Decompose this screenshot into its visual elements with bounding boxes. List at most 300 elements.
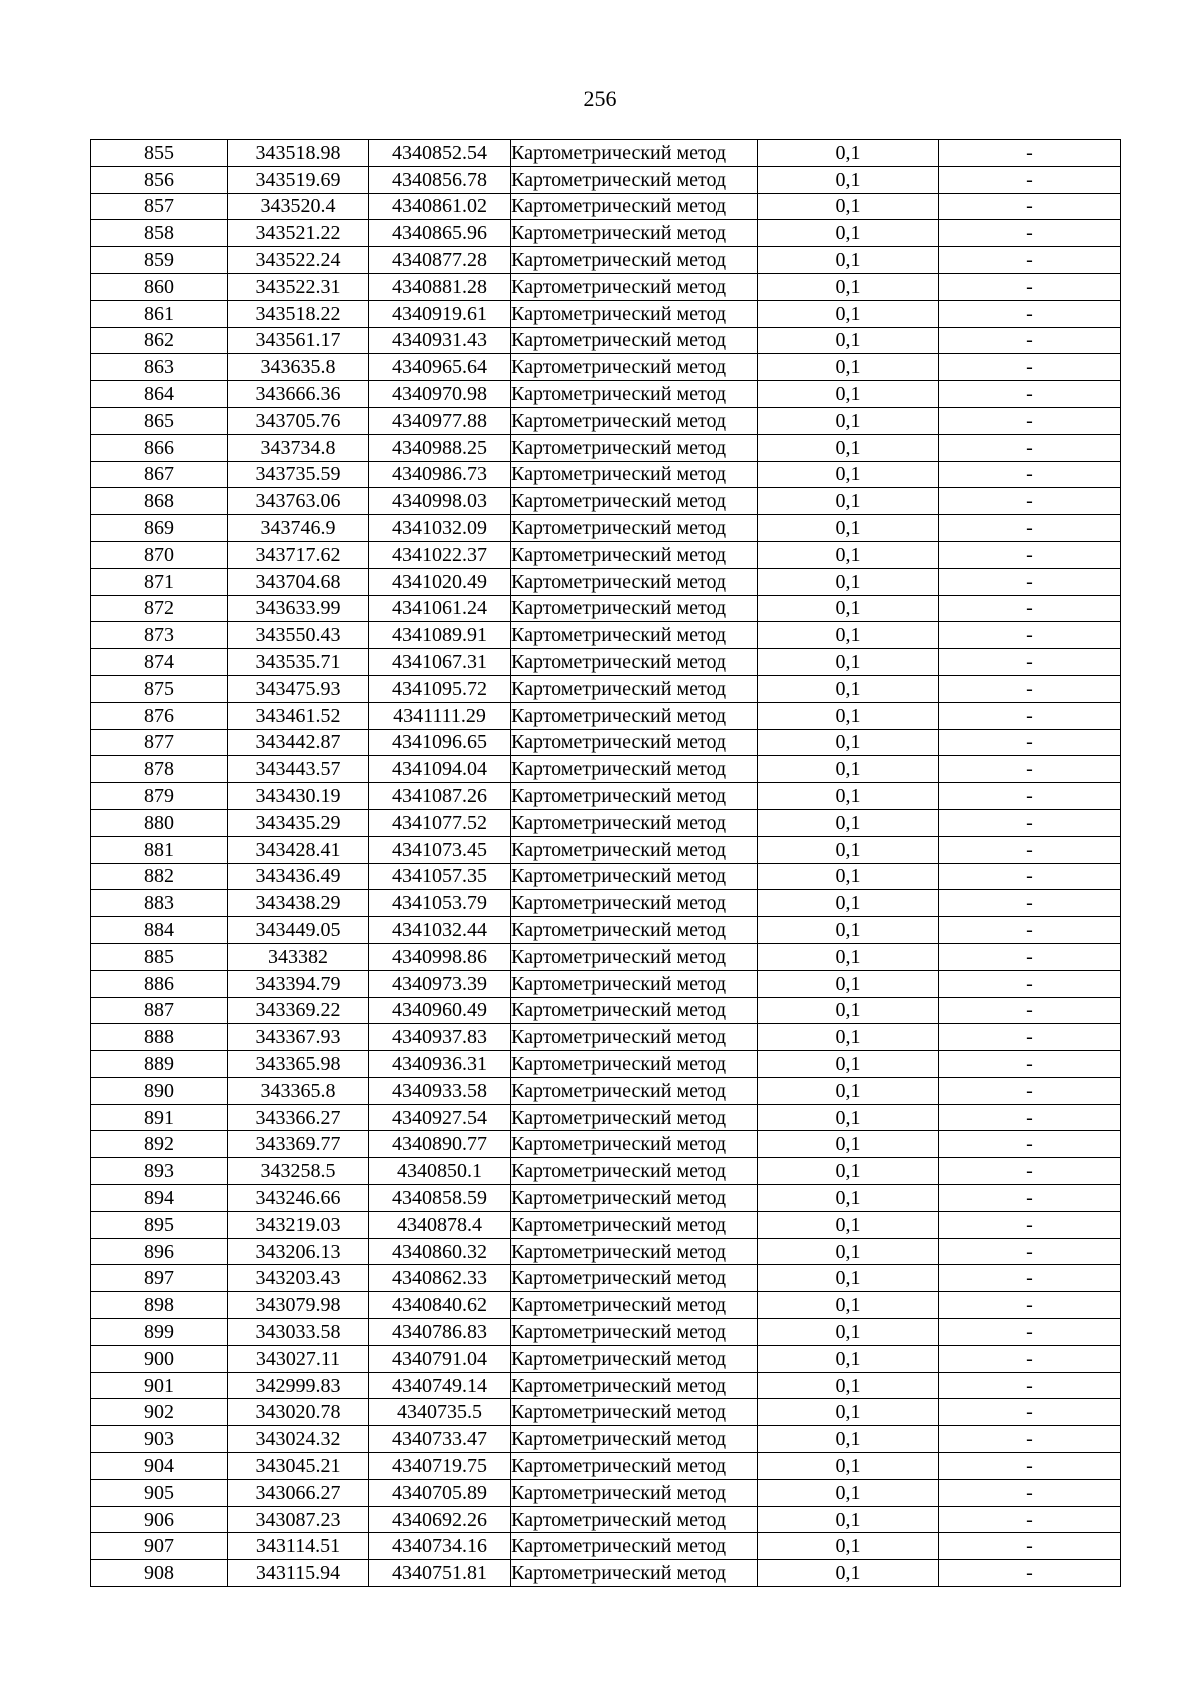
table-row bbox=[91, 595, 1121, 622]
x-coordinate-cell: 343522.24 bbox=[228, 247, 369, 274]
method-cell: Картометрический метод bbox=[511, 675, 758, 702]
accuracy-cell: 0,1 bbox=[758, 595, 939, 622]
point-number-cell: 897 bbox=[91, 1265, 228, 1292]
x-coordinate-cell: 343369.77 bbox=[228, 1131, 369, 1158]
x-coordinate-cell: 343033.58 bbox=[228, 1319, 369, 1346]
note-cell: - bbox=[939, 970, 1121, 997]
table-row bbox=[91, 1345, 1121, 1372]
note-cell: - bbox=[939, 1426, 1121, 1453]
point-number-cell: 861 bbox=[91, 300, 228, 327]
point-number-cell: 866 bbox=[91, 434, 228, 461]
accuracy-cell: 0,1 bbox=[758, 220, 939, 247]
note-cell: - bbox=[939, 1265, 1121, 1292]
accuracy-cell: 0,1 bbox=[758, 1426, 939, 1453]
table-row bbox=[91, 1077, 1121, 1104]
x-coordinate-cell: 343206.13 bbox=[228, 1238, 369, 1265]
x-coordinate-cell: 343219.03 bbox=[228, 1211, 369, 1238]
y-coordinate-cell: 4340973.39 bbox=[369, 970, 511, 997]
note-cell: - bbox=[939, 166, 1121, 193]
note-cell: - bbox=[939, 890, 1121, 917]
note-cell: - bbox=[939, 702, 1121, 729]
point-number-cell: 864 bbox=[91, 381, 228, 408]
table-row bbox=[91, 140, 1121, 167]
note-cell: - bbox=[939, 1292, 1121, 1319]
y-coordinate-cell: 4340858.59 bbox=[369, 1185, 511, 1212]
method-cell: Картометрический метод bbox=[511, 649, 758, 676]
accuracy-cell: 0,1 bbox=[758, 354, 939, 381]
method-cell: Картометрический метод bbox=[511, 193, 758, 220]
accuracy-cell: 0,1 bbox=[758, 273, 939, 300]
y-coordinate-cell: 4341032.44 bbox=[369, 917, 511, 944]
table-row bbox=[91, 515, 1121, 542]
accuracy-cell: 0,1 bbox=[758, 1104, 939, 1131]
note-cell: - bbox=[939, 1453, 1121, 1480]
note-cell: - bbox=[939, 729, 1121, 756]
method-cell: Картометрический метод bbox=[511, 809, 758, 836]
coordinates-table-body bbox=[91, 140, 1121, 1587]
y-coordinate-cell: 4340791.04 bbox=[369, 1345, 511, 1372]
point-number-cell: 891 bbox=[91, 1104, 228, 1131]
accuracy-cell: 0,1 bbox=[758, 140, 939, 167]
method-cell: Картометрический метод bbox=[511, 1158, 758, 1185]
x-coordinate-cell: 343735.59 bbox=[228, 461, 369, 488]
y-coordinate-cell: 4340933.58 bbox=[369, 1077, 511, 1104]
table-row bbox=[91, 381, 1121, 408]
method-cell: Картометрический метод bbox=[511, 1399, 758, 1426]
y-coordinate-cell: 4341022.37 bbox=[369, 541, 511, 568]
method-cell: Картометрический метод bbox=[511, 1506, 758, 1533]
table-row bbox=[91, 649, 1121, 676]
table-row bbox=[91, 943, 1121, 970]
point-number-cell: 859 bbox=[91, 247, 228, 274]
note-cell: - bbox=[939, 783, 1121, 810]
accuracy-cell: 0,1 bbox=[758, 1319, 939, 1346]
point-number-cell: 898 bbox=[91, 1292, 228, 1319]
point-number-cell: 872 bbox=[91, 595, 228, 622]
point-number-cell: 876 bbox=[91, 702, 228, 729]
x-coordinate-cell: 343428.41 bbox=[228, 836, 369, 863]
x-coordinate-cell: 343666.36 bbox=[228, 381, 369, 408]
y-coordinate-cell: 4340735.5 bbox=[369, 1399, 511, 1426]
table-row bbox=[91, 1238, 1121, 1265]
table-row bbox=[91, 327, 1121, 354]
x-coordinate-cell: 343520.4 bbox=[228, 193, 369, 220]
y-coordinate-cell: 4340998.86 bbox=[369, 943, 511, 970]
accuracy-cell: 0,1 bbox=[758, 1453, 939, 1480]
x-coordinate-cell: 343633.99 bbox=[228, 595, 369, 622]
note-cell: - bbox=[939, 809, 1121, 836]
method-cell: Картометрический метод bbox=[511, 327, 758, 354]
point-number-cell: 889 bbox=[91, 1051, 228, 1078]
table-row bbox=[91, 247, 1121, 274]
method-cell: Картометрический метод bbox=[511, 300, 758, 327]
x-coordinate-cell: 343430.19 bbox=[228, 783, 369, 810]
point-number-cell: 899 bbox=[91, 1319, 228, 1346]
note-cell: - bbox=[939, 997, 1121, 1024]
x-coordinate-cell: 343079.98 bbox=[228, 1292, 369, 1319]
point-number-cell: 862 bbox=[91, 327, 228, 354]
note-cell: - bbox=[939, 300, 1121, 327]
table-row bbox=[91, 461, 1121, 488]
method-cell: Картометрический метод bbox=[511, 434, 758, 461]
note-cell: - bbox=[939, 220, 1121, 247]
accuracy-cell: 0,1 bbox=[758, 809, 939, 836]
note-cell: - bbox=[939, 247, 1121, 274]
method-cell: Картометрический метод bbox=[511, 836, 758, 863]
accuracy-cell: 0,1 bbox=[758, 1345, 939, 1372]
point-number-cell: 902 bbox=[91, 1399, 228, 1426]
accuracy-cell: 0,1 bbox=[758, 1506, 939, 1533]
table-row bbox=[91, 1024, 1121, 1051]
note-cell: - bbox=[939, 1024, 1121, 1051]
x-coordinate-cell: 343518.98 bbox=[228, 140, 369, 167]
y-coordinate-cell: 4341067.31 bbox=[369, 649, 511, 676]
accuracy-cell: 0,1 bbox=[758, 1479, 939, 1506]
note-cell: - bbox=[939, 756, 1121, 783]
table-row bbox=[91, 809, 1121, 836]
method-cell: Картометрический метод bbox=[511, 1479, 758, 1506]
y-coordinate-cell: 4340919.61 bbox=[369, 300, 511, 327]
note-cell: - bbox=[939, 140, 1121, 167]
note-cell: - bbox=[939, 863, 1121, 890]
point-number-cell: 883 bbox=[91, 890, 228, 917]
method-cell: Картометрический метод bbox=[511, 1024, 758, 1051]
method-cell: Картометрический метод bbox=[511, 729, 758, 756]
method-cell: Картометрический метод bbox=[511, 1319, 758, 1346]
point-number-cell: 856 bbox=[91, 166, 228, 193]
y-coordinate-cell: 4340988.25 bbox=[369, 434, 511, 461]
y-coordinate-cell: 4341020.49 bbox=[369, 568, 511, 595]
accuracy-cell: 0,1 bbox=[758, 943, 939, 970]
x-coordinate-cell: 343763.06 bbox=[228, 488, 369, 515]
method-cell: Картометрический метод bbox=[511, 783, 758, 810]
table-row bbox=[91, 1506, 1121, 1533]
x-coordinate-cell: 343436.49 bbox=[228, 863, 369, 890]
x-coordinate-cell: 343382 bbox=[228, 943, 369, 970]
table-row bbox=[91, 1158, 1121, 1185]
method-cell: Картометрический метод bbox=[511, 997, 758, 1024]
point-number-cell: 868 bbox=[91, 488, 228, 515]
table-row bbox=[91, 1211, 1121, 1238]
x-coordinate-cell: 343717.62 bbox=[228, 541, 369, 568]
point-number-cell: 878 bbox=[91, 756, 228, 783]
method-cell: Картометрический метод bbox=[511, 1560, 758, 1587]
table-row bbox=[91, 890, 1121, 917]
note-cell: - bbox=[939, 354, 1121, 381]
point-number-cell: 894 bbox=[91, 1185, 228, 1212]
accuracy-cell: 0,1 bbox=[758, 675, 939, 702]
table-row bbox=[91, 1399, 1121, 1426]
y-coordinate-cell: 4341095.72 bbox=[369, 675, 511, 702]
note-cell: - bbox=[939, 1131, 1121, 1158]
accuracy-cell: 0,1 bbox=[758, 1211, 939, 1238]
point-number-cell: 870 bbox=[91, 541, 228, 568]
note-cell: - bbox=[939, 1185, 1121, 1212]
y-coordinate-cell: 4340856.78 bbox=[369, 166, 511, 193]
x-coordinate-cell: 343246.66 bbox=[228, 1185, 369, 1212]
x-coordinate-cell: 343020.78 bbox=[228, 1399, 369, 1426]
method-cell: Картометрический метод bbox=[511, 1051, 758, 1078]
note-cell: - bbox=[939, 1051, 1121, 1078]
table-row bbox=[91, 568, 1121, 595]
method-cell: Картометрический метод bbox=[511, 488, 758, 515]
y-coordinate-cell: 4340751.81 bbox=[369, 1560, 511, 1587]
table-row bbox=[91, 1104, 1121, 1131]
table-row bbox=[91, 622, 1121, 649]
y-coordinate-cell: 4340936.31 bbox=[369, 1051, 511, 1078]
table-row bbox=[91, 756, 1121, 783]
method-cell: Картометрический метод bbox=[511, 461, 758, 488]
point-number-cell: 877 bbox=[91, 729, 228, 756]
method-cell: Картометрический метод bbox=[511, 970, 758, 997]
y-coordinate-cell: 4340861.02 bbox=[369, 193, 511, 220]
accuracy-cell: 0,1 bbox=[758, 434, 939, 461]
y-coordinate-cell: 4340890.77 bbox=[369, 1131, 511, 1158]
method-cell: Картометрический метод bbox=[511, 1426, 758, 1453]
note-cell: - bbox=[939, 1158, 1121, 1185]
method-cell: Картометрический метод bbox=[511, 1211, 758, 1238]
table-row bbox=[91, 675, 1121, 702]
x-coordinate-cell: 343114.51 bbox=[228, 1533, 369, 1560]
x-coordinate-cell: 343449.05 bbox=[228, 917, 369, 944]
x-coordinate-cell: 343027.11 bbox=[228, 1345, 369, 1372]
method-cell: Картометрический метод bbox=[511, 1345, 758, 1372]
point-number-cell: 857 bbox=[91, 193, 228, 220]
table-row bbox=[91, 1051, 1121, 1078]
accuracy-cell: 0,1 bbox=[758, 381, 939, 408]
note-cell: - bbox=[939, 1533, 1121, 1560]
method-cell: Картометрический метод bbox=[511, 407, 758, 434]
table-row bbox=[91, 729, 1121, 756]
table-row bbox=[91, 354, 1121, 381]
y-coordinate-cell: 4341061.24 bbox=[369, 595, 511, 622]
method-cell: Картометрический метод bbox=[511, 943, 758, 970]
note-cell: - bbox=[939, 917, 1121, 944]
y-coordinate-cell: 4340965.64 bbox=[369, 354, 511, 381]
table-row bbox=[91, 193, 1121, 220]
point-number-cell: 905 bbox=[91, 1479, 228, 1506]
x-coordinate-cell: 343258.5 bbox=[228, 1158, 369, 1185]
accuracy-cell: 0,1 bbox=[758, 1533, 939, 1560]
accuracy-cell: 0,1 bbox=[758, 997, 939, 1024]
method-cell: Картометрический метод bbox=[511, 756, 758, 783]
note-cell: - bbox=[939, 1319, 1121, 1346]
x-coordinate-cell: 343635.8 bbox=[228, 354, 369, 381]
y-coordinate-cell: 4340734.16 bbox=[369, 1533, 511, 1560]
accuracy-cell: 0,1 bbox=[758, 729, 939, 756]
note-cell: - bbox=[939, 568, 1121, 595]
y-coordinate-cell: 4341094.04 bbox=[369, 756, 511, 783]
note-cell: - bbox=[939, 1345, 1121, 1372]
point-number-cell: 879 bbox=[91, 783, 228, 810]
y-coordinate-cell: 4340840.62 bbox=[369, 1292, 511, 1319]
point-number-cell: 885 bbox=[91, 943, 228, 970]
method-cell: Картометрический метод bbox=[511, 702, 758, 729]
point-number-cell: 901 bbox=[91, 1372, 228, 1399]
accuracy-cell: 0,1 bbox=[758, 1158, 939, 1185]
table-row bbox=[91, 1453, 1121, 1480]
y-coordinate-cell: 4341073.45 bbox=[369, 836, 511, 863]
accuracy-cell: 0,1 bbox=[758, 515, 939, 542]
table-row bbox=[91, 1185, 1121, 1212]
method-cell: Картометрический метод bbox=[511, 354, 758, 381]
x-coordinate-cell: 343704.68 bbox=[228, 568, 369, 595]
method-cell: Картометрический метод bbox=[511, 247, 758, 274]
point-number-cell: 867 bbox=[91, 461, 228, 488]
note-cell: - bbox=[939, 407, 1121, 434]
accuracy-cell: 0,1 bbox=[758, 166, 939, 193]
method-cell: Картометрический метод bbox=[511, 166, 758, 193]
method-cell: Картометрический метод bbox=[511, 1131, 758, 1158]
point-number-cell: 884 bbox=[91, 917, 228, 944]
x-coordinate-cell: 342999.83 bbox=[228, 1372, 369, 1399]
table-row bbox=[91, 1292, 1121, 1319]
x-coordinate-cell: 343115.94 bbox=[228, 1560, 369, 1587]
point-number-cell: 873 bbox=[91, 622, 228, 649]
x-coordinate-cell: 343066.27 bbox=[228, 1479, 369, 1506]
accuracy-cell: 0,1 bbox=[758, 541, 939, 568]
x-coordinate-cell: 343522.31 bbox=[228, 273, 369, 300]
table-row bbox=[91, 997, 1121, 1024]
x-coordinate-cell: 343438.29 bbox=[228, 890, 369, 917]
point-number-cell: 896 bbox=[91, 1238, 228, 1265]
point-number-cell: 880 bbox=[91, 809, 228, 836]
point-number-cell: 907 bbox=[91, 1533, 228, 1560]
x-coordinate-cell: 343521.22 bbox=[228, 220, 369, 247]
point-number-cell: 904 bbox=[91, 1453, 228, 1480]
table-row bbox=[91, 1560, 1121, 1587]
accuracy-cell: 0,1 bbox=[758, 407, 939, 434]
y-coordinate-cell: 4341096.65 bbox=[369, 729, 511, 756]
table-row bbox=[91, 1533, 1121, 1560]
table-row bbox=[91, 1426, 1121, 1453]
accuracy-cell: 0,1 bbox=[758, 836, 939, 863]
x-coordinate-cell: 343394.79 bbox=[228, 970, 369, 997]
note-cell: - bbox=[939, 327, 1121, 354]
x-coordinate-cell: 343203.43 bbox=[228, 1265, 369, 1292]
x-coordinate-cell: 343734.8 bbox=[228, 434, 369, 461]
note-cell: - bbox=[939, 1506, 1121, 1533]
note-cell: - bbox=[939, 1399, 1121, 1426]
accuracy-cell: 0,1 bbox=[758, 300, 939, 327]
method-cell: Картометрический метод bbox=[511, 1533, 758, 1560]
point-number-cell: 895 bbox=[91, 1211, 228, 1238]
x-coordinate-cell: 343087.23 bbox=[228, 1506, 369, 1533]
accuracy-cell: 0,1 bbox=[758, 649, 939, 676]
accuracy-cell: 0,1 bbox=[758, 756, 939, 783]
method-cell: Картометрический метод bbox=[511, 273, 758, 300]
method-cell: Картометрический метод bbox=[511, 622, 758, 649]
accuracy-cell: 0,1 bbox=[758, 970, 939, 997]
accuracy-cell: 0,1 bbox=[758, 890, 939, 917]
table-row bbox=[91, 1131, 1121, 1158]
y-coordinate-cell: 4340970.98 bbox=[369, 381, 511, 408]
accuracy-cell: 0,1 bbox=[758, 1077, 939, 1104]
note-cell: - bbox=[939, 1211, 1121, 1238]
accuracy-cell: 0,1 bbox=[758, 1292, 939, 1319]
y-coordinate-cell: 4340719.75 bbox=[369, 1453, 511, 1480]
table-row bbox=[91, 434, 1121, 461]
point-number-cell: 875 bbox=[91, 675, 228, 702]
y-coordinate-cell: 4341032.09 bbox=[369, 515, 511, 542]
table-row bbox=[91, 970, 1121, 997]
note-cell: - bbox=[939, 488, 1121, 515]
accuracy-cell: 0,1 bbox=[758, 917, 939, 944]
method-cell: Картометрический метод bbox=[511, 381, 758, 408]
note-cell: - bbox=[939, 943, 1121, 970]
note-cell: - bbox=[939, 193, 1121, 220]
table-row bbox=[91, 1372, 1121, 1399]
x-coordinate-cell: 343369.22 bbox=[228, 997, 369, 1024]
x-coordinate-cell: 343442.87 bbox=[228, 729, 369, 756]
note-cell: - bbox=[939, 434, 1121, 461]
accuracy-cell: 0,1 bbox=[758, 1265, 939, 1292]
y-coordinate-cell: 4340937.83 bbox=[369, 1024, 511, 1051]
table-row bbox=[91, 488, 1121, 515]
method-cell: Картометрический метод bbox=[511, 1185, 758, 1212]
method-cell: Картометрический метод bbox=[511, 890, 758, 917]
x-coordinate-cell: 343519.69 bbox=[228, 166, 369, 193]
table-row bbox=[91, 1265, 1121, 1292]
point-number-cell: 874 bbox=[91, 649, 228, 676]
y-coordinate-cell: 4340877.28 bbox=[369, 247, 511, 274]
method-cell: Картометрический метод bbox=[511, 917, 758, 944]
point-number-cell: 886 bbox=[91, 970, 228, 997]
x-coordinate-cell: 343475.93 bbox=[228, 675, 369, 702]
x-coordinate-cell: 343366.27 bbox=[228, 1104, 369, 1131]
note-cell: - bbox=[939, 1077, 1121, 1104]
y-coordinate-cell: 4341111.29 bbox=[369, 702, 511, 729]
table-row bbox=[91, 836, 1121, 863]
coordinates-table bbox=[90, 139, 1121, 1587]
accuracy-cell: 0,1 bbox=[758, 327, 939, 354]
y-coordinate-cell: 4341057.35 bbox=[369, 863, 511, 890]
accuracy-cell: 0,1 bbox=[758, 1024, 939, 1051]
note-cell: - bbox=[939, 1560, 1121, 1587]
accuracy-cell: 0,1 bbox=[758, 488, 939, 515]
y-coordinate-cell: 4341053.79 bbox=[369, 890, 511, 917]
method-cell: Картометрический метод bbox=[511, 863, 758, 890]
table-row bbox=[91, 1479, 1121, 1506]
accuracy-cell: 0,1 bbox=[758, 783, 939, 810]
method-cell: Картометрический метод bbox=[511, 1453, 758, 1480]
method-cell: Картометрический метод bbox=[511, 1104, 758, 1131]
note-cell: - bbox=[939, 836, 1121, 863]
method-cell: Картометрический метод bbox=[511, 1238, 758, 1265]
method-cell: Картометрический метод bbox=[511, 541, 758, 568]
y-coordinate-cell: 4340852.54 bbox=[369, 140, 511, 167]
point-number-cell: 908 bbox=[91, 1560, 228, 1587]
x-coordinate-cell: 343365.98 bbox=[228, 1051, 369, 1078]
page-number: 256 bbox=[583, 86, 617, 111]
x-coordinate-cell: 343024.32 bbox=[228, 1426, 369, 1453]
x-coordinate-cell: 343461.52 bbox=[228, 702, 369, 729]
note-cell: - bbox=[939, 1104, 1121, 1131]
y-coordinate-cell: 4340860.32 bbox=[369, 1238, 511, 1265]
accuracy-cell: 0,1 bbox=[758, 1131, 939, 1158]
table-row bbox=[91, 220, 1121, 247]
accuracy-cell: 0,1 bbox=[758, 1185, 939, 1212]
accuracy-cell: 0,1 bbox=[758, 193, 939, 220]
note-cell: - bbox=[939, 381, 1121, 408]
method-cell: Картометрический метод bbox=[511, 595, 758, 622]
note-cell: - bbox=[939, 595, 1121, 622]
note-cell: - bbox=[939, 649, 1121, 676]
table-row bbox=[91, 273, 1121, 300]
point-number-cell: 900 bbox=[91, 1345, 228, 1372]
y-coordinate-cell: 4340862.33 bbox=[369, 1265, 511, 1292]
point-number-cell: 871 bbox=[91, 568, 228, 595]
